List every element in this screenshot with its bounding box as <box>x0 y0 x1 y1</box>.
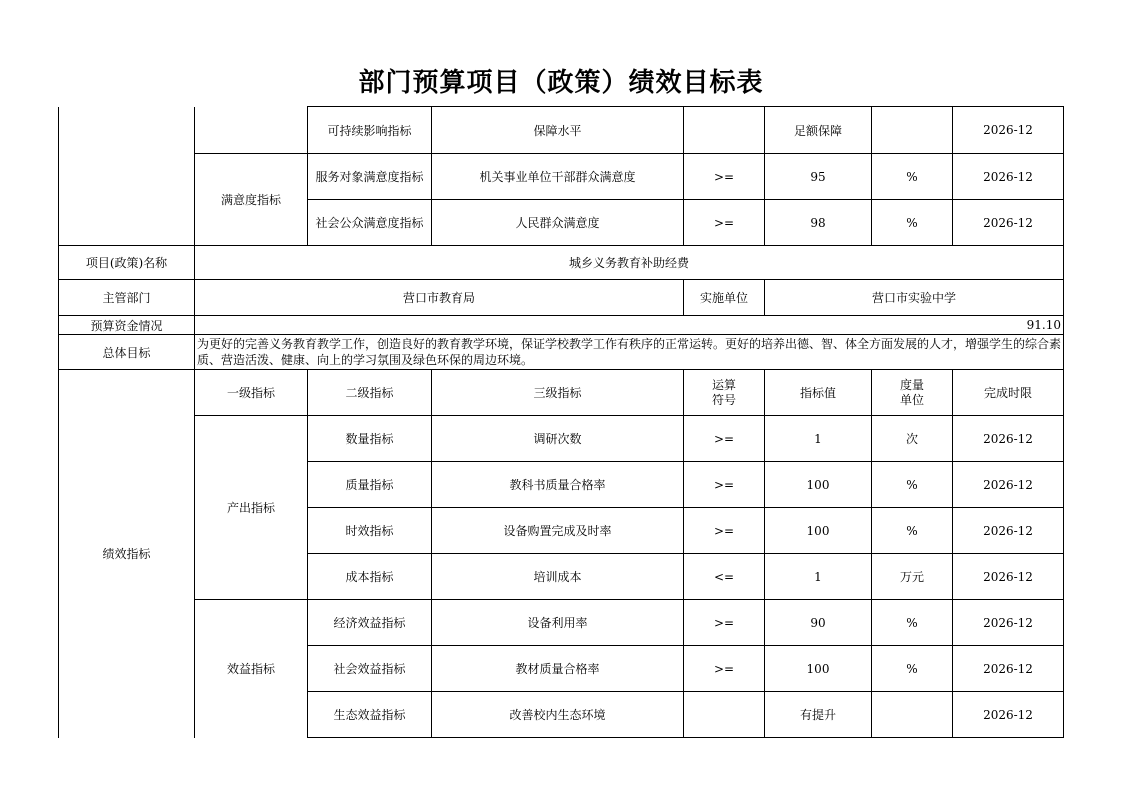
operator-cell: >= <box>684 508 765 554</box>
level3-cell: 调研次数 <box>432 416 684 462</box>
unit-cell: 次 <box>872 416 953 462</box>
unit-cell <box>872 107 953 154</box>
unit-cell: % <box>872 200 953 246</box>
level2-cell: 生态效益指标 <box>308 692 432 738</box>
deadline-cell: 2026-12 <box>953 416 1064 462</box>
value-cell: 有提升 <box>765 692 872 738</box>
operator-cell: >= <box>684 416 765 462</box>
deadline-cell: 2026-12 <box>953 600 1064 646</box>
level2-cell: 时效指标 <box>308 508 432 554</box>
unit-cell <box>872 692 953 738</box>
value-cell: 1 <box>765 554 872 600</box>
level3-cell: 保障水平 <box>432 107 684 154</box>
budget-value: 91.10 <box>195 316 1064 335</box>
operator-cell <box>684 692 765 738</box>
operator-cell: <= <box>684 554 765 600</box>
level2-cell: 数量指标 <box>308 416 432 462</box>
level3-cell: 设备利用率 <box>432 600 684 646</box>
level3-cell: 设备购置完成及时率 <box>432 508 684 554</box>
deadline-cell: 2026-12 <box>953 646 1064 692</box>
unit-cell: % <box>872 646 953 692</box>
unit-cell: % <box>872 508 953 554</box>
level2-cell: 社会公众满意度指标 <box>308 200 432 246</box>
header-unit <box>872 370 953 416</box>
unit-cell: % <box>872 600 953 646</box>
level3-cell: 教科书质量合格率 <box>432 462 684 508</box>
table-row <box>59 416 1064 462</box>
goal-row <box>59 335 1064 370</box>
table-row <box>59 154 1064 200</box>
level3-cell: 培训成本 <box>432 554 684 600</box>
goal-label: 总体目标 <box>59 335 195 370</box>
level1-cell: 满意度指标 <box>195 154 308 246</box>
value-cell: 90 <box>765 600 872 646</box>
table-row <box>59 600 1064 646</box>
unit-cell: % <box>872 462 953 508</box>
level3-cell: 人民群众满意度 <box>432 200 684 246</box>
implementer-label: 实施单位 <box>684 280 765 316</box>
header-level1: 一级指标 <box>195 370 308 416</box>
deadline-cell: 2026-12 <box>953 154 1064 200</box>
performance-indicators-label: 绩效指标 <box>59 370 195 738</box>
project-name-label: 项目(政策)名称 <box>59 246 195 280</box>
operator-cell: >= <box>684 646 765 692</box>
department-label: 主管部门 <box>59 280 195 316</box>
value-cell: 100 <box>765 508 872 554</box>
table-row <box>59 107 1064 154</box>
level3-cell: 改善校内生态环境 <box>432 692 684 738</box>
deadline-cell: 2026-12 <box>953 554 1064 600</box>
goal-text: 为更好的完善义务教育教学工作，创造良好的教育教学环境，保证学校教学工作有秩序的正常运转。更好的培养出德、智、体全方面发展的人才，增强学生的综合素质、营造活泼、健康、向上的学习氛围及绿色环保的周边环境。 <box>195 335 1064 370</box>
output-indicators-label: 产出指标 <box>195 416 308 600</box>
value-cell: 95 <box>765 154 872 200</box>
value-cell: 98 <box>765 200 872 246</box>
operator-cell: >= <box>684 462 765 508</box>
value-cell: 1 <box>765 416 872 462</box>
header-level3: 三级指标 <box>432 370 684 416</box>
value-cell: 足额保障 <box>765 107 872 154</box>
operator-cell: >= <box>684 600 765 646</box>
benefit-indicators-label: 效益指标 <box>195 600 308 738</box>
project-name-value: 城乡义务教育补助经费 <box>195 246 1064 280</box>
level2-cell: 成本指标 <box>308 554 432 600</box>
header-unit-line1: 度量 <box>899 377 924 392</box>
operator-cell <box>684 107 765 154</box>
level2-cell: 可持续影响指标 <box>308 107 432 154</box>
page-title: 部门预算项目（政策）绩效目标表 <box>358 68 764 98</box>
department-row <box>59 280 1064 316</box>
level2-cell: 经济效益指标 <box>308 600 432 646</box>
header-value: 指标值 <box>765 370 872 416</box>
value-cell: 100 <box>765 462 872 508</box>
deadline-cell: 2026-12 <box>953 462 1064 508</box>
deadline-cell: 2026-12 <box>953 508 1064 554</box>
deadline-cell: 2026-12 <box>953 200 1064 246</box>
blank-cell <box>59 107 195 246</box>
deadline-cell: 2026-12 <box>953 107 1064 154</box>
blank-cell <box>195 107 308 154</box>
header-operator-line2: 符号 <box>711 392 736 407</box>
level2-cell: 服务对象满意度指标 <box>308 154 432 200</box>
header-unit-line2: 单位 <box>899 392 924 407</box>
project-name-row <box>59 246 1064 280</box>
header-level2: 二级指标 <box>308 370 432 416</box>
operator-cell: >= <box>684 200 765 246</box>
unit-cell: % <box>872 154 953 200</box>
level3-cell: 机关事业单位干部群众满意度 <box>432 154 684 200</box>
department-value: 营口市教育局 <box>195 280 684 316</box>
budget-label: 预算资金情况 <box>59 316 195 335</box>
header-deadline: 完成时限 <box>953 370 1064 416</box>
implementer-value: 营口市实验中学 <box>765 280 1064 316</box>
level2-cell: 质量指标 <box>308 462 432 508</box>
header-operator <box>684 370 765 416</box>
value-cell: 100 <box>765 646 872 692</box>
level2-cell: 社会效益指标 <box>308 646 432 692</box>
budget-row <box>59 316 1064 335</box>
performance-target-table <box>58 106 1064 738</box>
unit-cell: 万元 <box>872 554 953 600</box>
deadline-cell: 2026-12 <box>953 692 1064 738</box>
level3-cell: 教材质量合格率 <box>432 646 684 692</box>
header-operator-line1: 运算 <box>711 377 736 392</box>
indicator-header-row <box>59 370 1064 416</box>
operator-cell: >= <box>684 154 765 200</box>
